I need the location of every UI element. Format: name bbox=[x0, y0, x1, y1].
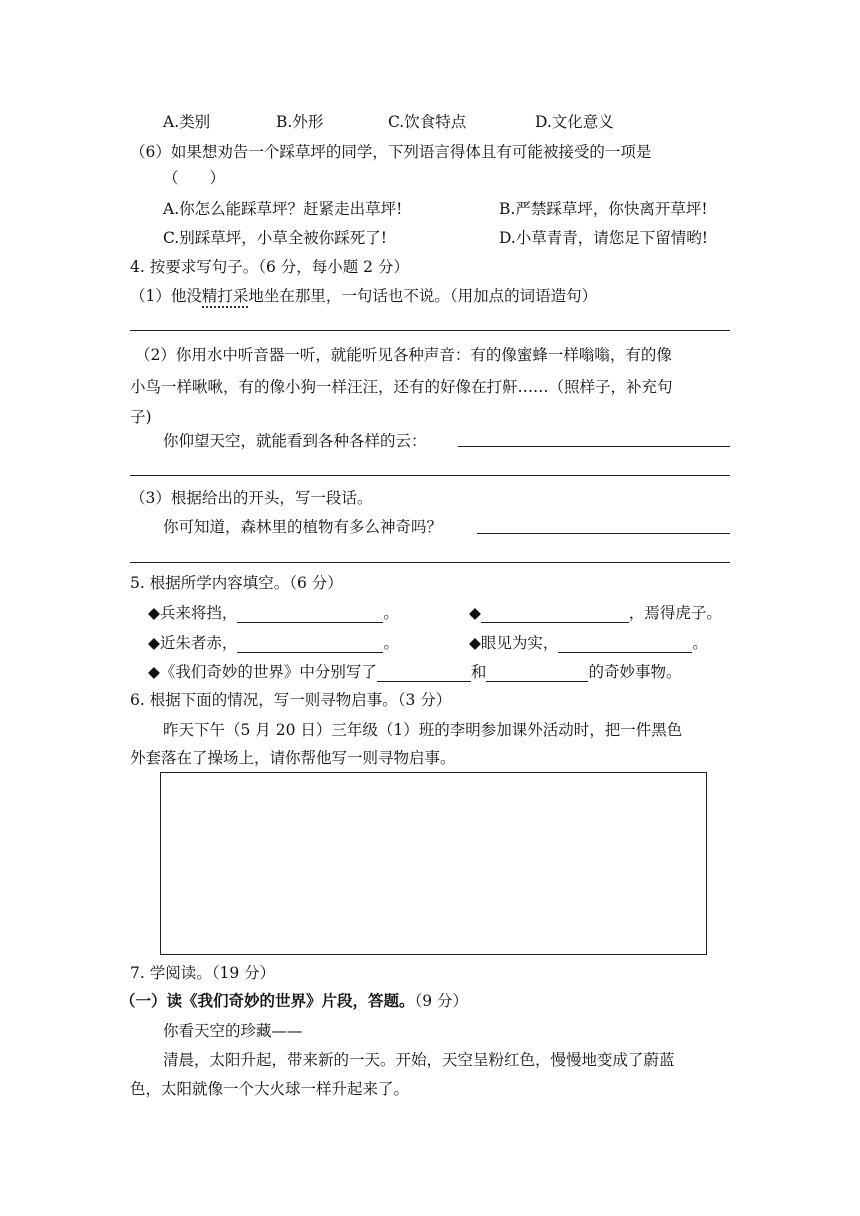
fill-item-post: 。 bbox=[383, 634, 399, 652]
writing-box[interactable] bbox=[160, 772, 707, 955]
situation-line-1: 昨天下午（5 月 20 日）三年级（1）班的李明参加课外活动时，把一件黑色 bbox=[163, 721, 683, 739]
fill-item-post: 。 bbox=[692, 634, 708, 652]
sentence-1-pre: （1）他没 bbox=[130, 287, 202, 305]
sentence-3-title: （3）根据给出的开头，写一段话。 bbox=[130, 489, 373, 507]
sentence-2-line-2: 小鸟一样啾啾，有的像小狗一样汪汪，还有的好像在打鼾……（照样子，补充句 bbox=[130, 378, 673, 396]
answer-line[interactable] bbox=[458, 446, 730, 447]
fill-item bbox=[469, 603, 722, 623]
fill-item bbox=[148, 603, 399, 623]
fill-item-post: 的奇妙事物。 bbox=[588, 663, 682, 681]
question-title: 4. 按要求写句子。（6 分，每小题 2 分） bbox=[130, 258, 409, 276]
fill-item-pre: ◆ bbox=[469, 604, 481, 622]
blank[interactable] bbox=[481, 606, 629, 623]
fill-item-pre: ◆兵来将挡， bbox=[148, 604, 238, 622]
sentence-1 bbox=[130, 286, 597, 306]
fill-item-post: 。 bbox=[383, 604, 399, 622]
option-a: A.你怎么能踩草坪？赶紧走出草坪! bbox=[163, 200, 403, 218]
answer-line[interactable] bbox=[477, 533, 730, 534]
fill-item bbox=[469, 633, 708, 653]
fill-item-pre: ◆近朱者赤， bbox=[148, 634, 238, 652]
section-title-text: （一）读《我们奇妙的世界》片段，答题。 bbox=[120, 991, 415, 1010]
option-c: C.别踩草坪，小草全被你踩死了! bbox=[163, 229, 387, 247]
sentence-2-line-3: 子) bbox=[130, 408, 152, 426]
fill-item-pre: ◆眼见为实， bbox=[469, 634, 559, 652]
section-title bbox=[120, 991, 468, 1011]
sentence-3-prompt: 你可知道，森林里的植物有多么神奇吗？ bbox=[163, 518, 443, 536]
fill-item bbox=[148, 662, 681, 682]
dotted-word: 精打采 bbox=[202, 287, 249, 308]
passage-line: 你看天空的珍藏—— bbox=[163, 1022, 303, 1040]
section-score: （9 分） bbox=[414, 992, 469, 1010]
answer-paren: （ ） bbox=[163, 169, 226, 187]
option-b: B.严禁踩草坪，你快离开草坪! bbox=[499, 200, 708, 218]
sentence-2-prompt: 你仰望天空，就能看到各种各样的云： bbox=[163, 432, 427, 450]
passage-line: 色，太阳就像一个大火球一样升起来了。 bbox=[130, 1080, 410, 1098]
blank[interactable] bbox=[377, 665, 471, 682]
fill-item-mid: 和 bbox=[470, 663, 487, 681]
question-title: 7. 学阅读。（19 分） bbox=[130, 964, 276, 982]
fill-item-post: ，焉得虎子。 bbox=[628, 604, 722, 622]
blank[interactable] bbox=[237, 636, 383, 653]
question-stem: （6）如果想劝告一个踩草坪的同学，下列语言得体且有可能被接受的一项是 bbox=[130, 143, 652, 161]
sentence-1-post: 地坐在那里，一句话也不说。（用加点的词语造句） bbox=[248, 287, 598, 305]
question-title: 6. 根据下面的情况，写一则寻物启事。（3 分） bbox=[130, 691, 452, 709]
passage-line: 清晨，太阳升起，带来新的一天。开始，天空呈粉红色，慢慢地变成了蔚蓝 bbox=[163, 1051, 675, 1069]
option-b: B.外形 bbox=[276, 113, 324, 131]
fill-item-pre: ◆《我们奇妙的世界》中分别写了 bbox=[148, 663, 377, 681]
answer-line[interactable] bbox=[130, 562, 730, 563]
answer-line[interactable] bbox=[130, 330, 730, 331]
sentence-2-line-1: （2）你用水中听音器一听，就能听见各种声音：有的像蜜蜂一样嗡嗡，有的像 bbox=[135, 346, 672, 364]
option-c: C.饮食特点 bbox=[388, 113, 467, 131]
question-title: 5. 根据所学内容填空。（6 分） bbox=[130, 574, 343, 592]
fill-item bbox=[148, 633, 399, 653]
option-d: D.文化意义 bbox=[535, 113, 614, 131]
option-d: D.小草青青，请您足下留情哟! bbox=[499, 229, 709, 247]
situation-line-2: 外套落在了操场上，请你帮他写一则寻物启事。 bbox=[130, 749, 456, 767]
answer-line[interactable] bbox=[130, 475, 730, 476]
blank[interactable] bbox=[558, 636, 692, 653]
option-a: A.类别 bbox=[163, 113, 211, 131]
blank[interactable] bbox=[486, 665, 588, 682]
blank[interactable] bbox=[237, 606, 383, 623]
